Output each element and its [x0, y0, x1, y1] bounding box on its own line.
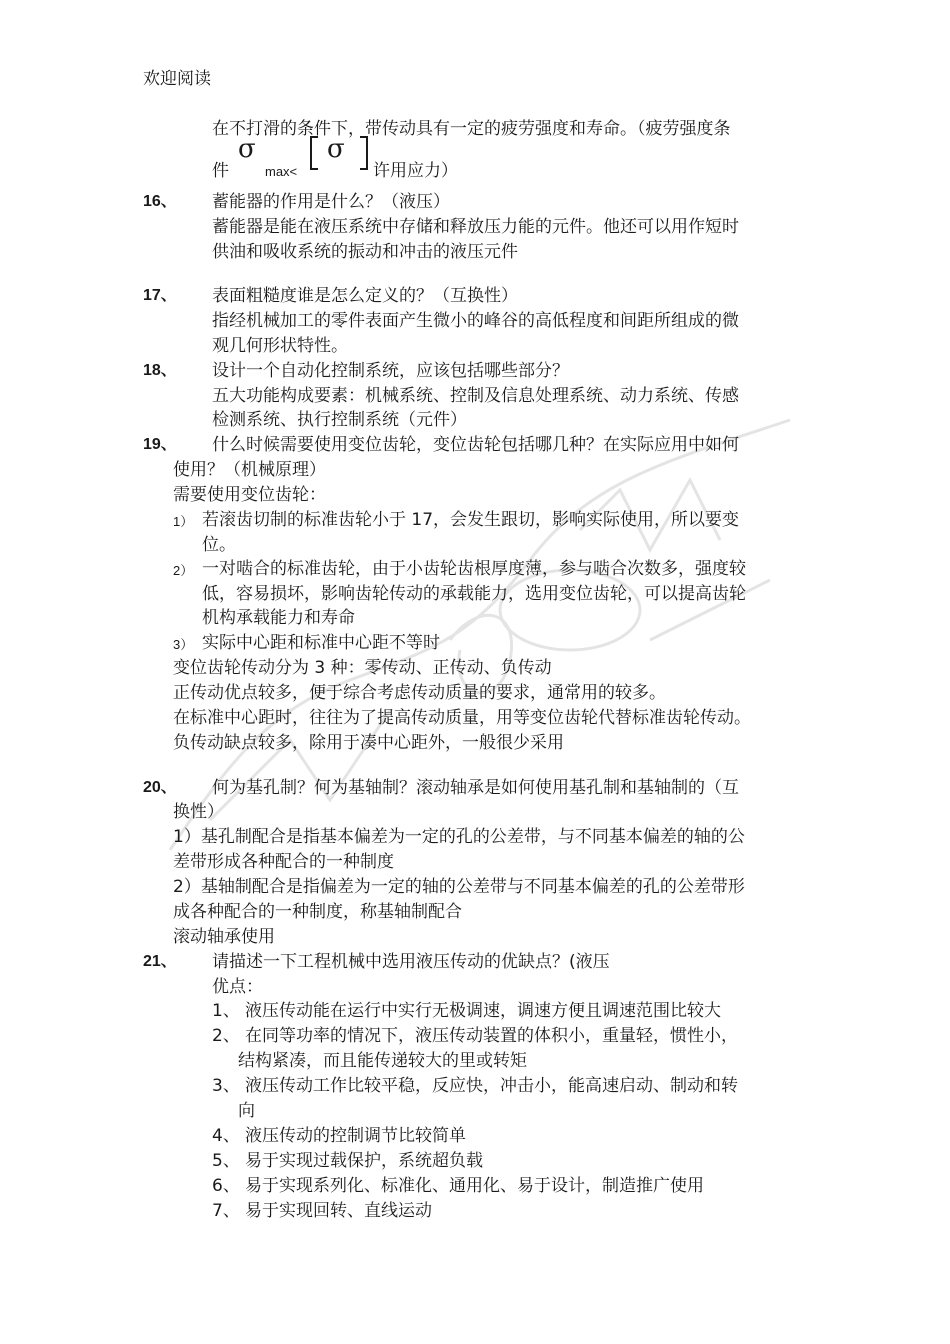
q18-answer-1: 五大功能构成要素：机械系统、控制及信息处理系统、动力系统、传感 — [212, 386, 739, 406]
q21-number: 21、 — [143, 953, 177, 970]
q17-title: 表面粗糙度谁是怎么定义的？（互换性） — [212, 286, 518, 306]
q19-item-2-line-1: 一对啮合的标准齿轮，由于小齿轮齿根厚度薄，参与啮合次数多，强度较 — [202, 559, 746, 579]
q21-item-6-number: 6、 — [212, 1176, 240, 1196]
q21-lead: 优点： — [212, 977, 263, 997]
page-header: 欢迎阅读 — [143, 69, 211, 89]
q16-answer-2: 供油和吸收系统的振动和冲击的液压元件 — [212, 242, 518, 262]
q21-item-3-text-2: 向 — [238, 1101, 255, 1121]
sigma-allowable-symbol: σ — [327, 134, 345, 164]
q20-answer-1-line-1: 1）基孔制配合是指基本偏差为一定的孔的公差带，与不同基本偏差的轴的公 — [173, 827, 745, 847]
q19-item-2-line-2: 低，容易损坏，影响齿轮传动的承载能力，选用变位齿轮，可以提高齿轮 — [202, 584, 746, 604]
q17-answer-2: 观几何形状特性。 — [212, 336, 348, 356]
q19-item-2-line-3: 机构承载能力和寿命 — [202, 608, 355, 628]
q16-number: 16、 — [143, 193, 177, 210]
q21-item-4-text: 液压传动的控制调节比较简单 — [245, 1126, 466, 1146]
q19-paragraph-4: 负传动缺点较多，除用于凑中心距外，一般很少采用 — [173, 733, 564, 753]
q21-item-1-text: 液压传动能在运行中实行无极调速，调速方便且调速范围比较大 — [245, 1001, 721, 1021]
q21-item-7-number: 7、 — [212, 1201, 240, 1221]
q18-number: 18、 — [143, 362, 177, 379]
q21-item-2-number: 2、 — [212, 1026, 240, 1046]
right-bracket — [360, 136, 368, 170]
intro-suffix: 许用应力） — [373, 161, 458, 181]
q20-answer-3: 滚动轴承使用 — [173, 927, 275, 947]
q20-answer-1-line-2: 差带形成各种配合的一种制度 — [173, 852, 394, 872]
q21-item-2-text-2: 结构紧凑，而且能传递较大的里或转矩 — [238, 1051, 527, 1071]
q19-title-2: 使用？（机械原理） — [173, 460, 326, 480]
q19-title-1: 什么时候需要使用变位齿轮，变位齿轮包括哪几种？在实际应用中如何 — [212, 435, 739, 455]
q20-answer-2-line-1: 2）基轴制配合是指偏差为一定的轴的公差带与不同基本偏差的孔的公差带形 — [173, 877, 745, 897]
q19-lead: 需要使用变位齿轮： — [173, 485, 326, 505]
q21-item-4-number: 4、 — [212, 1126, 240, 1146]
q19-item-3-line-1: 实际中心距和标准中心距不等时 — [202, 633, 440, 653]
q21-item-3-text-1: 液压传动工作比较平稳，反应快，冲击小，能高速启动、制动和转 — [245, 1076, 738, 1096]
sigma-symbol: σ — [238, 134, 256, 164]
max-subscript: max< — [265, 164, 298, 179]
q21-item-2-text-1: 在同等功率的情况下，液压传动装置的体积小，重量轻，惯性小， — [245, 1026, 738, 1046]
intro-jian: 件 — [212, 161, 229, 181]
q19-item-3-number: 3） — [173, 637, 194, 652]
q17-number: 17、 — [143, 287, 177, 304]
q19-paragraph-2: 正传动优点较多，便于综合考虑传动质量的要求，通常用的较多。 — [173, 683, 666, 703]
q20-number: 20、 — [143, 779, 177, 796]
intro-line-1: 在不打滑的条件下，带传动具有一定的疲劳强度和寿命。（疲劳强度条 — [212, 119, 731, 139]
q19-item-1-line-1: 若滚齿切制的标准齿轮小于 17，会发生跟切，影响实际使用，所以要变 — [202, 510, 740, 530]
q17-answer-1: 指经机械加工的零件表面产生微小的峰谷的高低程度和间距所组成的微 — [212, 311, 739, 331]
q19-item-1-number: 1） — [173, 514, 194, 529]
q21-item-6-text: 易于实现系列化、标准化、通用化、易于设计，制造推广使用 — [245, 1176, 704, 1196]
q21-item-5-text: 易于实现过载保护，系统超负载 — [245, 1151, 483, 1171]
q20-title-1: 何为基孔制？何为基轴制？滚动轴承是如何使用基孔制和基轴制的（互 — [212, 778, 739, 798]
q20-answer-2-line-2: 成各种配合的一种制度，称基轴制配合 — [173, 902, 462, 922]
q20-title-2: 换性） — [173, 802, 224, 822]
q21-item-7-text: 易于实现回转、直线运动 — [245, 1201, 432, 1221]
q21-item-5-number: 5、 — [212, 1151, 240, 1171]
q19-number: 19、 — [143, 436, 177, 453]
q19-item-2-number: 2） — [173, 563, 194, 578]
q21-title: 请描述一下工程机械中选用液压传动的优缺点？(液压 — [212, 952, 610, 972]
q16-title: 蓄能器的作用是什么？（液压） — [212, 192, 450, 212]
q19-item-1-line-2: 位。 — [202, 535, 236, 555]
q18-answer-2: 检测系统、执行控制系统（元件） — [212, 410, 467, 430]
q19-paragraph-1: 变位齿轮传动分为 3 种：零传动、正传动、负传动 — [173, 658, 552, 678]
left-bracket — [310, 136, 318, 170]
q19-paragraph-3: 在标准中心距时，往往为了提高传动质量，用等变位齿轮代替标准齿轮传动。 — [173, 708, 751, 728]
q16-answer-1: 蓄能器是能在液压系统中存储和释放压力能的元件。他还可以用作短时 — [212, 217, 739, 237]
q18-title: 设计一个自动化控制系统，应该包括哪些部分？ — [212, 361, 569, 381]
q21-item-1-number: 1、 — [212, 1001, 240, 1021]
q21-item-3-number: 3、 — [212, 1076, 240, 1096]
